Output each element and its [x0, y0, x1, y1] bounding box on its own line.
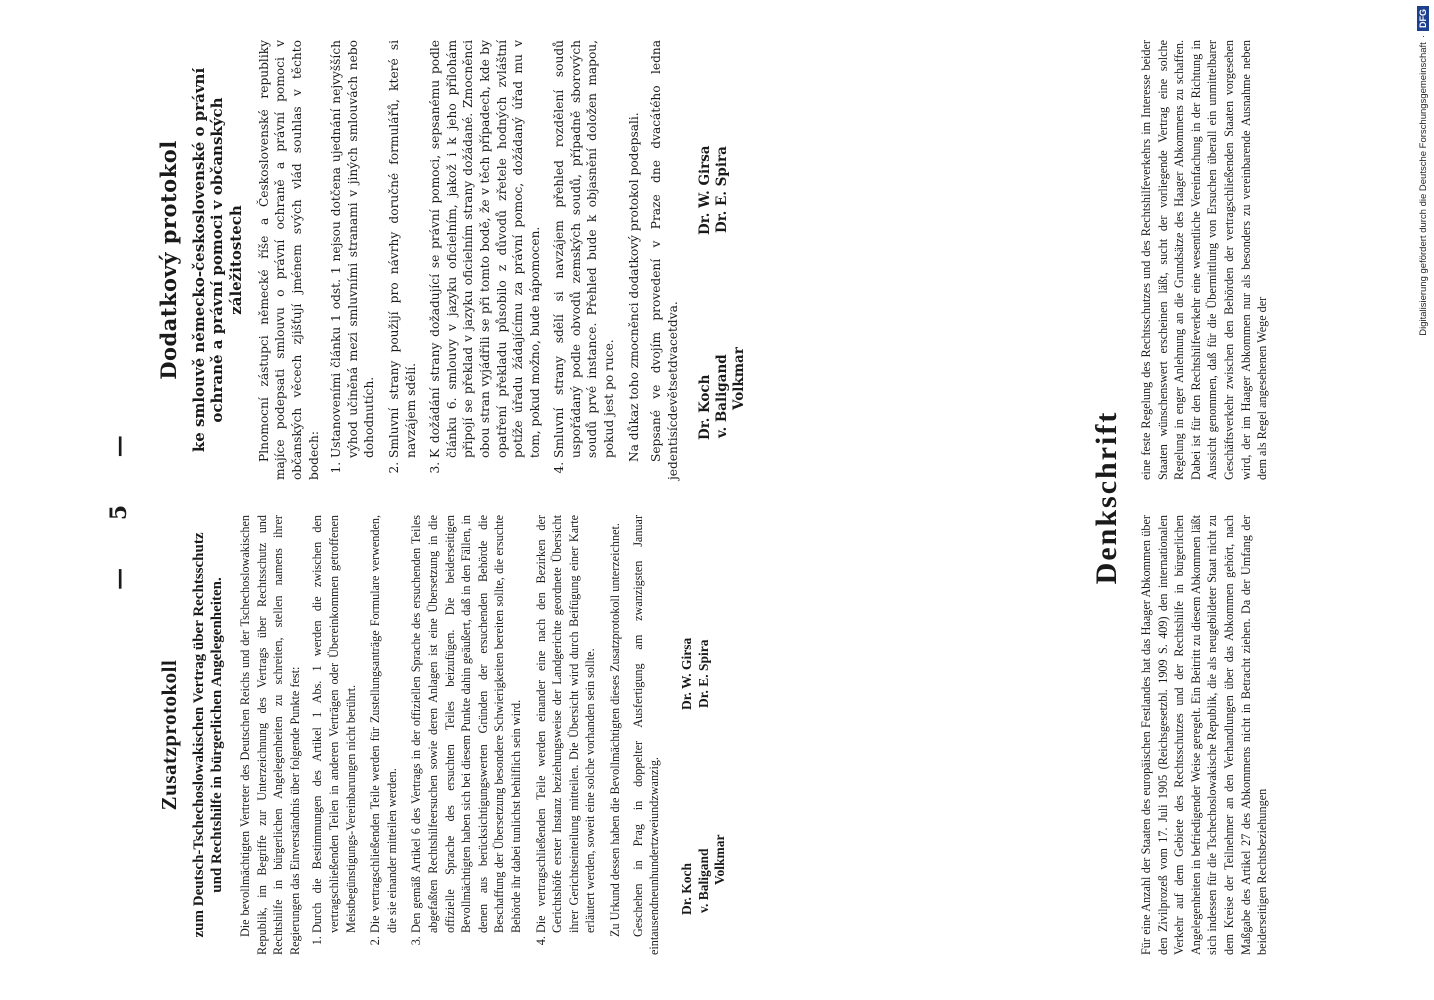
german-item-1: 1. Durch die Bestimmungen des Artikel 1 Abs. 1 werden die zwischen den vertragschließenden Teilen in anderen Verträgen oder Übereinkommen getroffenen Meistbegünstigungs-Vereinbarungen nicht berührt. — [309, 515, 359, 933]
german-intro: Die bevollmächtigten Vertreter des Deutschen Reichs und der Tschechoslowakischen Republik, im Begriffe zur Unterzeichnung des Vertrags über Rechtsschutz und Rechtshilfe in bürgerlichen Angelegenheiten zu schreiten, stellen namens ihrer Regierungen das Einverständnis über folgende Punkte fest: — [238, 515, 302, 955]
page-number: — 5 — — [106, 415, 132, 590]
signature-spira: Dr. E. Spira — [695, 639, 711, 708]
german-protocol-subtitle: zum Deutsch-Tschechoslowakischen Vertrag über Rechtsschutz und Rechtshilfe in bürgerlichen Angelegenheiten. — [190, 532, 226, 938]
rotated-page-viewport — [100, 15, 1400, 990]
german-item-3: 3. Den gemäß Artikel 6 des Vertrags in der offiziellen Sprache des ersuchenden Teiles abgefaßten Rechtshilfeersuchen sowie deren Anlagen ist eine Übersetzung in die offizielle Sprache des ersuchten Teiles beizufügen. Die beiderseitigen Bevollmächtigten haben sich bei diesem Punkte dahin geäußert, daß in den Fällen, in denen aus berücksichtigungswerten Gründen der ersuchenden Behörde die Beschaffung der Übersetzung besondere Schwierigkeiten bereiten sollte, die ersuchte Behörde ihr dabei tunlichst behilflich sein wird. — [408, 515, 524, 933]
czech-protocol-title: Dodatkový protokol — [156, 140, 181, 380]
czech-signatures — [697, 60, 748, 440]
signature-baligand: v. Baligand — [714, 354, 731, 438]
denkschrift-column-1: Für eine Anzahl der Staaten des europäischen Festlandes hat das Haager Abkommen über den Zivilprozeß vom 17. Juli 1905 (Reichsgesetzbl. 1909 S. 409) den internationalen Verkehr auf dem Gebiete des Rechtsschutzes und der Rechtshilfe in bürgerlichen Angelegenheiten in befriedigender Weise geregelt. Ein Beitritt zu diesem Abkommen läßt sich indessen für die Tschechoslowakische Republik, die als neugebildeter Staat nicht zu dem Kreise der Teilnehmer an den Verhandlungen über das Abkommen gehört, nach Maßgabe des Artikel 27 des Abkommens nicht in Betracht ziehen. Da der Umfang der beiderseitigen Rechtsbeziehungen — [1139, 515, 1270, 955]
czech-item-4: 4. Smluvní strany sdělí si navzájem přehled rozdělení soudů uspořádaný podle obvodů zemských soudů, případně sborových soudů prvé instance. Přehled bude k objasnění doložen mapou, pokud jest po ruce. — [551, 40, 617, 458]
signature-koch: Dr. Koch — [678, 862, 694, 915]
denkschrift-column-2: eine feste Regelung des Rechtsschutzes und des Rechtshilfeverkehrs im Interesse beider Staaten wünschenswert erscheinen läßt, sucht der vorliegende Vertrag eine solche Regelung in enger Anlehnung an die Grundsätze des Haager Abkommens zu schaffen. Dabei ist für den Rechtshilfeverkehr eine wesentliche Vereinfachung in der Richtung in Aussicht genommen, daß für die Übermittlung von Ersuchen überall ein unmittelbarer Geschäftsverkehr zwischen den Behörden der vertragschließenden Staaten vorgesehen wird, der im Haager Abkommen nur als besonders zu vereinbarende Ausnahme neben dem als Regel angesehenen Wege der — [1139, 40, 1270, 480]
document-page — [100, 15, 1400, 990]
signature-girsa: Dr. W. Girsa — [697, 145, 714, 235]
digitization-credit-sidebar: Digitalisierung gefördert durch die Deutsche Forschungsgemeinschaft · DFG — [1412, 6, 1434, 1000]
czech-items-list — [328, 40, 618, 480]
signature-girsa: Dr. W. Girsa — [678, 637, 694, 710]
signature-baligand: v. Baligand — [695, 848, 711, 913]
signature-volkmar: Volkmar — [731, 347, 748, 410]
german-item-2: 2. Die vertragschließenden Teile werden für Zustellungsanträge Formulare verwenden, die sie einander mitteilen werden. — [367, 515, 400, 933]
signature-volkmar: Volkmar — [712, 834, 728, 885]
german-item-4: 4. Die vertragschließenden Teile werden einander eine nach den Bezirken der Gerichtshöfe erster Instanz beziehungsweise der Landgerichte geordnete Übersicht ihrer Gerichtseinteilung mitteilen. Die Übersicht wird durch Beifügung einer Karte erläutert werden, soweit eine solche vorhanden sein sollte. — [533, 515, 599, 933]
czech-protocol-subtitle: ke smlouvě německo-československé o právní ochraně a právní pomoci v občanských záležitostech — [189, 67, 246, 453]
czech-closing-1: Na důkaz toho zmocněnci dodatkový protokol podepsali. — [626, 112, 641, 462]
german-items-list — [309, 515, 599, 955]
dfg-logo: DFG — [1417, 6, 1429, 31]
czech-intro: Plnomocní zástupci německé říše a Československé republiky majíce podepsati smlouvu o právní ochraně a právní pomoci v občanských věcech zjišťují jménem svých vlád souhlas v těchto bodech: — [256, 40, 321, 480]
czech-item-2: 2. Smluvní strany použijí pro návrhy doručné formulářů, které si navzájem sdělí. — [386, 40, 419, 458]
german-protocol-column — [155, 515, 729, 955]
digitization-credit-text: Digitalisierung gefördert durch die Deutsche Forschungsgemeinschaft — [1417, 42, 1429, 336]
signature-koch: Dr. Koch — [697, 374, 714, 440]
denkschrift-title: Denkschrift — [1090, 410, 1123, 585]
german-protocol-title: Zusatzprotokoll — [157, 659, 181, 811]
czech-closing-2: Sepsané ve dvojím provedení v Praze dne dvacátého ledna jedentisícdevětsetdvacetdva. — [649, 40, 680, 480]
czech-item-1: 1. Ustanoveními článku 1 odst. 1 nejsou dotčena ujednání nejvyšších výhod učiněná mezi smluvními stranami v jiných smlouvách nebo dohodnutích. — [328, 40, 378, 458]
signature-spira: Dr. E. Spira — [714, 146, 731, 233]
czech-item-3: 3. K dožádání strany dožadující se právní pomoci, sepsanému podle článku 6. smlouvy v jazyku oficielním, jakož i k jeho přílohám připojí se překlad v jazyku oficielním strany dožádané. Zmocněnci obou stran vyjádřili se při tomto bodě, že v těch případech, kde by opatření překladu působilo z důvodů zřetele hodných zvláštní potíže úřadu žádajícímu za právní pomoc, dožádaný úřad mu v tom, pokud možno, bude nápomocen. — [427, 40, 543, 458]
german-closing-1: Zu Urkund dessen haben die Bevollmächtigten dieses Zusatzprotokoll unterzeichnet. — [607, 523, 622, 937]
denkschrift-section — [1090, 40, 1400, 955]
czech-protocol-column — [155, 40, 748, 480]
german-signatures — [679, 535, 730, 915]
german-closing-2: Geschehen in Prag in doppelter Ausfertigung am zwanzigsten Januar eintausendneunhundertzweiundzwanzig. — [630, 515, 662, 955]
